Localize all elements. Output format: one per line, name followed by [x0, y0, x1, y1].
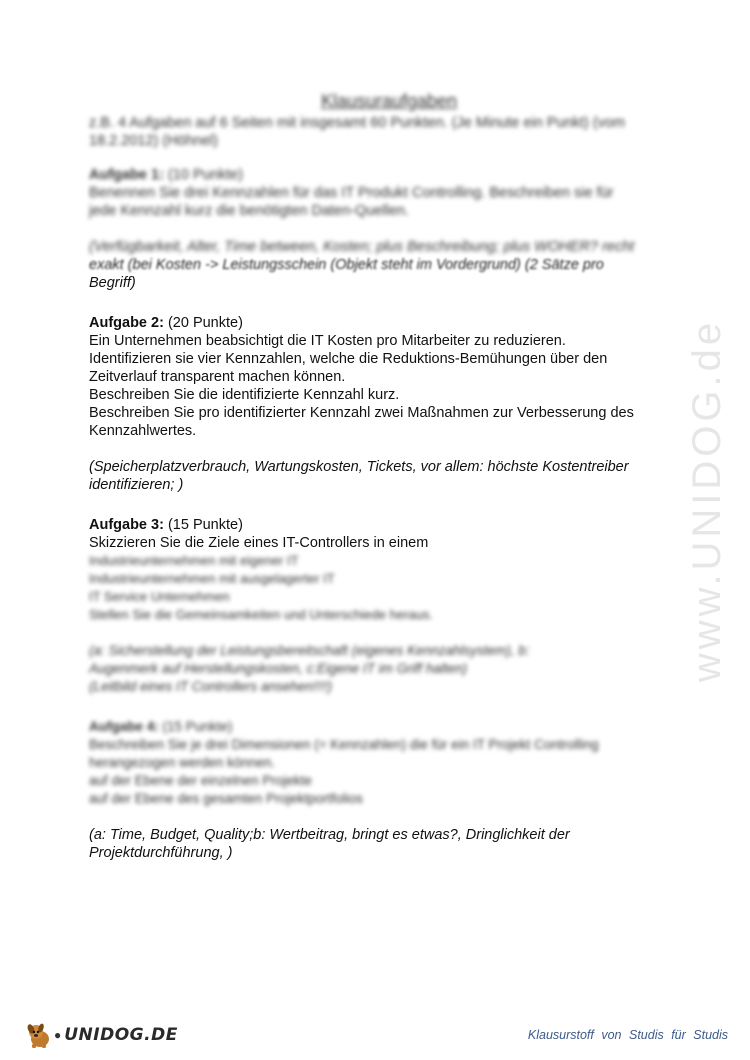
task-4-question	[89, 718, 689, 808]
task-4-line: auf der Ebene der einzelnen Projekte	[89, 773, 312, 788]
task-4-line: auf der Ebene des gesamten Projektportfolios	[89, 791, 363, 806]
task-1-label: Aufgabe 1:	[89, 167, 164, 183]
task-2-points: (20 Punkte)	[167, 315, 243, 331]
task-1-line: jede Kennzahl kurz die benötigten Daten-Quellen.	[89, 203, 410, 219]
task-2-answer-line: identifizieren; )	[89, 477, 184, 493]
task-4-answer-line: (a: Time, Budget, Quality;b: Wertbeitrag, bringt es etwas?, Dringlichkeit der	[89, 827, 570, 843]
page-title: Klausuraufgaben	[320, 91, 458, 111]
intro-block	[89, 114, 689, 150]
task-3-label: Aufgabe 3:	[89, 517, 164, 533]
task-1-line: Benennen Sie drei Kennzahlen für das IT Produkt Controlling. Beschreiben sie für	[89, 185, 614, 201]
task-3	[89, 516, 689, 696]
task-2-answer	[89, 458, 689, 494]
task-1-answer-blurred: (Verfügbarkeit, Alter, Time between, Kosten; plus Beschreibung; plus WOHER? recht	[89, 239, 635, 255]
unidog-logo[interactable]	[24, 1018, 178, 1052]
task-1-answer	[89, 238, 689, 292]
task-1-points: (10 Punkte)	[167, 167, 243, 183]
task-1-question	[89, 166, 689, 220]
task-2-label: Aufgabe 2:	[89, 315, 164, 331]
task-2-line: Identifizieren sie vier Kennzahlen, welche die Reduktions-Bemühungen über den	[89, 351, 608, 367]
task-4-line: Beschreiben Sie je drei Dimensionen (= Kennzahlen) die für ein IT Projekt Controlling	[89, 737, 599, 752]
intro-line: 18.2.2012) (Höhnel)	[89, 133, 218, 149]
logo-text: UNIDOG.DE	[64, 1025, 178, 1045]
task-2-line: Kennzahlwertes.	[89, 423, 197, 439]
task-2-line: Ein Unternehmen beabsichtigt die IT Kosten pro Mitarbeiter zu reduzieren.	[89, 333, 566, 349]
task-3-list-item: Industrieunternehmen mit eigener IT	[89, 553, 299, 568]
task-3-points: (15 Punkte)	[167, 517, 243, 533]
task-4-points: (15 Punkte)	[162, 719, 233, 734]
task-3-line: Skizzieren Sie die Ziele eines IT-Controllers in einem	[89, 535, 429, 551]
task-4-line: herangezogen werden können.	[89, 755, 276, 770]
task-3-list-item: Industrieunternehmen mit ausgelagerter IT	[89, 571, 335, 586]
document-content	[89, 92, 689, 862]
task-1-answer-line: Begriff)	[89, 275, 136, 291]
task-3-list	[89, 552, 689, 624]
task-4-answer-line: Projektdurchführung, )	[89, 845, 233, 861]
task-2	[89, 314, 689, 494]
task-4-label: Aufgabe 4:	[89, 719, 159, 734]
paw-icon: ●	[54, 1028, 62, 1042]
dog-mascot-icon	[24, 1020, 54, 1050]
task-1	[89, 166, 689, 292]
intro-line: z.B. 4 Aufgaben auf 6 Seiten mit insgesamt 60 Punkten. (Je Minute ein Punkt) (vom	[89, 115, 625, 131]
task-3-answer-line: (Leitbild eines IT Controllers ansehen!!!!)	[89, 679, 333, 694]
task-4-answer	[89, 826, 689, 862]
task-3-answer-line: Augenmerk auf Herstellungskosten, c:Eigene IT im Griff halten)	[89, 661, 468, 676]
task-4	[89, 718, 689, 862]
task-3-list-item: Stellen Sie die Gemeinsamkeiten und Unterschiede heraus.	[89, 607, 433, 622]
task-3-answer-line: (a: Sicherstellung der Leistungsbereitschaft (eigenes Kennzahlsystem), b:	[89, 643, 530, 658]
task-3-list-item: IT Service Unternehmen	[89, 589, 230, 604]
task-2-line: Zeitverlauf transparent machen können.	[89, 369, 346, 385]
footer-tagline: Klausurstoff von Studis für Studis	[527, 1028, 728, 1042]
task-2-line: Beschreiben Sie die identifizierte Kennzahl kurz.	[89, 387, 400, 403]
task-1-answer-line: exakt (bei Kosten -> Leistungsschein (Objekt steht im Vordergrund) (2 Sätze pro	[89, 257, 604, 273]
task-3-answer	[89, 642, 689, 696]
task-2-line: Beschreiben Sie pro identifizierter Kennzahl zwei Maßnahmen zur Verbesserung des	[89, 405, 634, 421]
watermark	[683, 270, 733, 730]
task-2-answer-line: (Speicherplatzverbrauch, Wartungskosten, Tickets, vor allem: höchste Kostentreiber	[89, 459, 629, 475]
watermark-text: www.UNIDOG.de	[685, 318, 730, 682]
